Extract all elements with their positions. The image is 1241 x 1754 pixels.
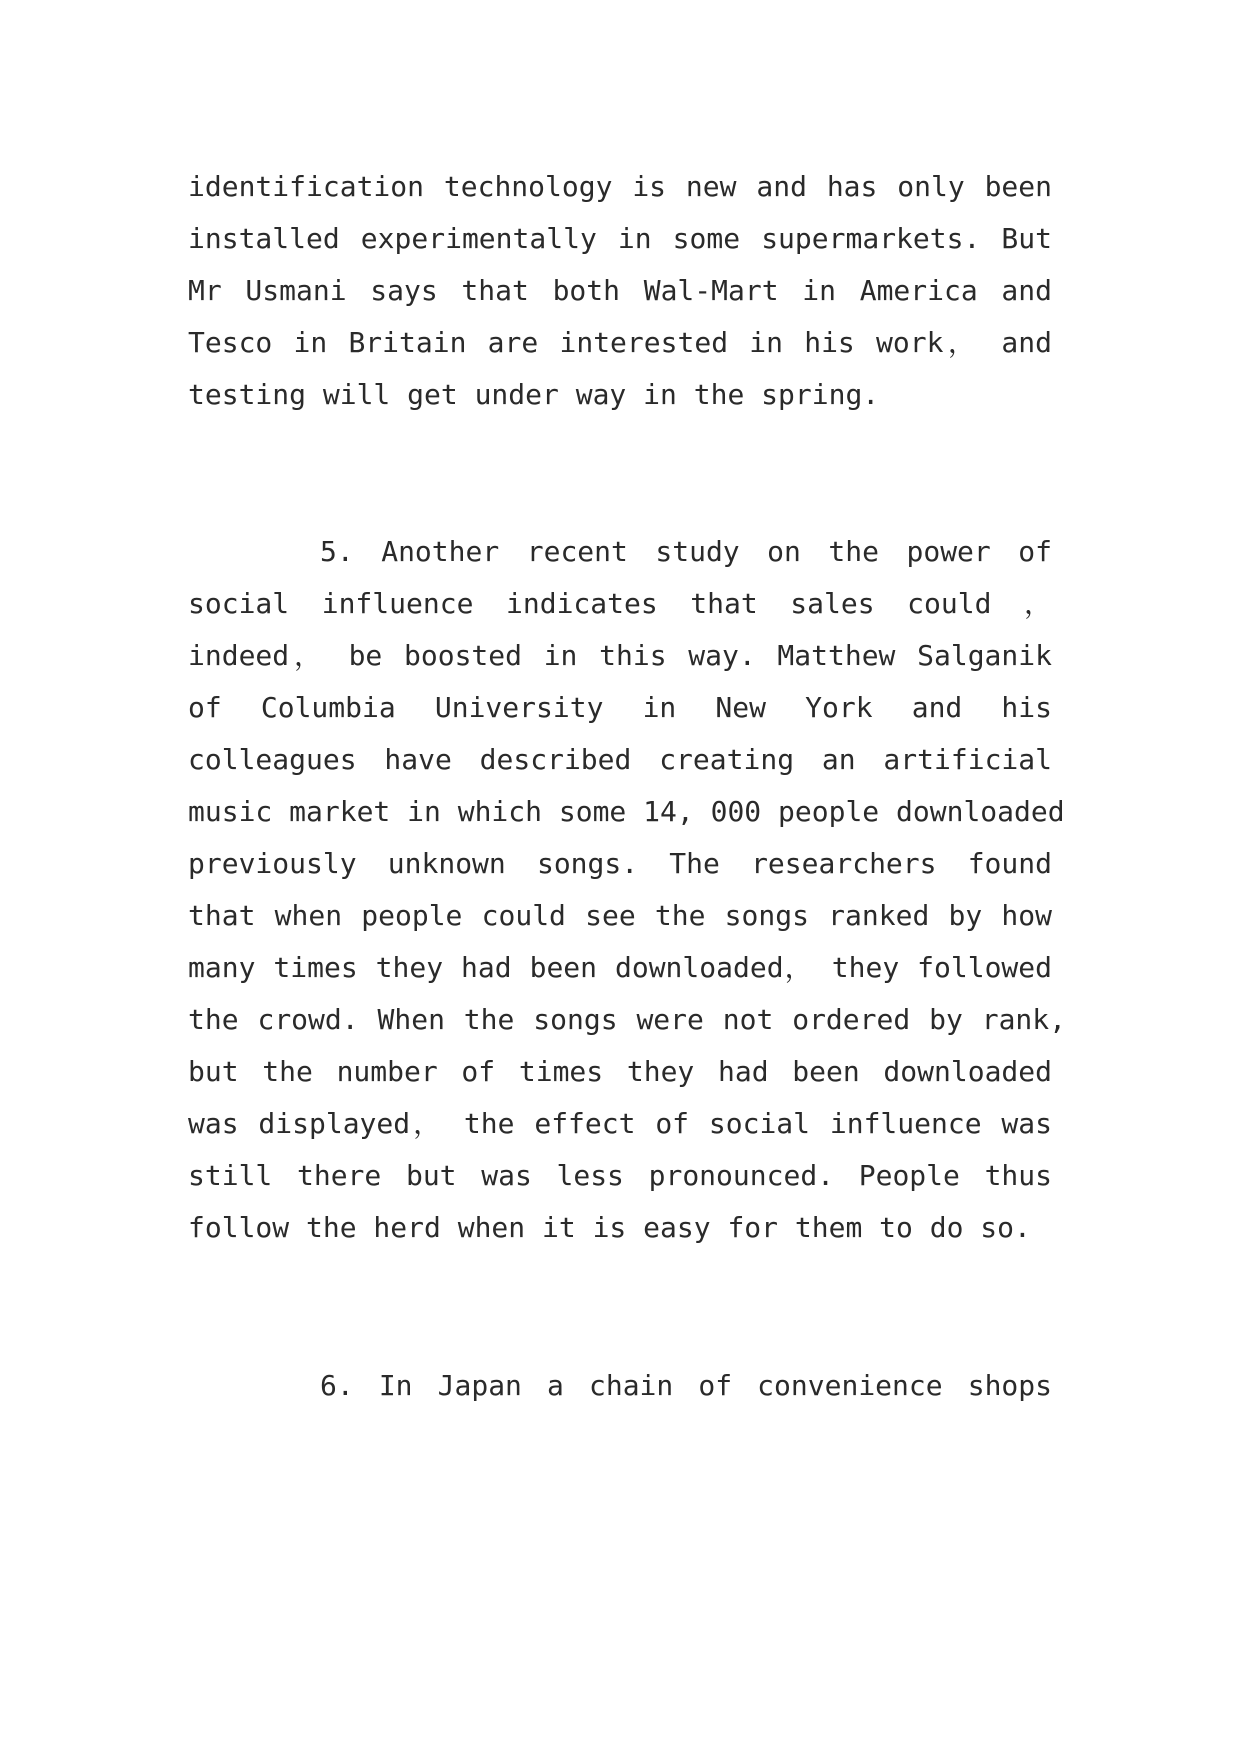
- text-line: the crowd. When the songs were not ordered by rank,: [188, 1003, 1066, 1036]
- text-line: installed experimentally in some supermarkets. But: [188, 222, 1052, 255]
- text-line: social influence indicates that sales could ，: [188, 587, 1052, 620]
- text-line: colleagues have described creating an artificial: [188, 743, 1052, 776]
- text-line: was displayed， the effect of social influence was: [188, 1107, 1052, 1140]
- text-line: 5. Another recent study on the power of: [320, 535, 1052, 568]
- text-line: Tesco in Britain are interested in his work， and: [188, 326, 1052, 359]
- text-line: Mr Usmani says that both Wal-Mart in America and: [188, 274, 1052, 307]
- text-line: testing will get under way in the spring.: [188, 378, 880, 411]
- text-line: identification technology is new and has only been: [188, 170, 1052, 203]
- text-line: follow the herd when it is easy for them to do so.: [188, 1211, 1031, 1244]
- text-line: indeed， be boosted in this way. Matthew Salganik: [188, 639, 1052, 672]
- text-line: but the number of times they had been downloaded: [188, 1055, 1052, 1088]
- text-line: 6. In Japan a chain of convenience shops: [320, 1369, 1052, 1402]
- text-line: music market in which some 14, 000 people downloaded: [188, 795, 1065, 828]
- text-line: many times they had been downloaded， they followed: [188, 951, 1052, 984]
- text-line: previously unknown songs. The researchers found: [188, 847, 1052, 880]
- text-line: still there but was less pronounced. People thus: [188, 1159, 1052, 1192]
- text-line: that when people could see the songs ranked by how: [188, 899, 1052, 932]
- text-line: of Columbia University in New York and his: [188, 691, 1052, 724]
